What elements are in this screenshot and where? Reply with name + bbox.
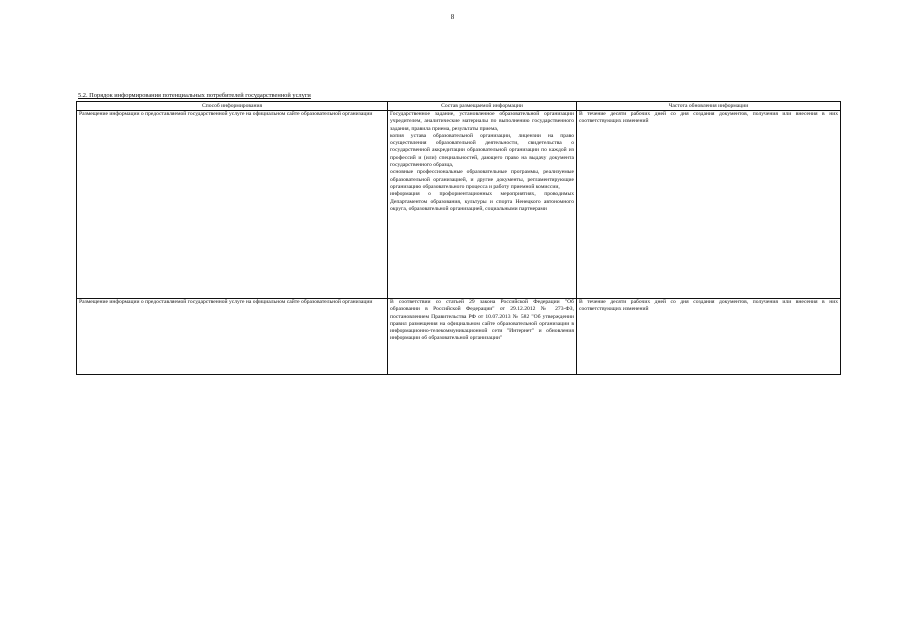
content-paragraph: основные профессиональные образовательные программы, реализуемые образовательной организацией, и другие документы, регламентирующие организацию образовательного процесса и работу приемной комиссии, xyxy=(390,169,574,190)
cell-method: Размещение информации о предоставляемой государственной услуге на официальном сайте образовательной организации xyxy=(77,299,388,375)
table-header-row xyxy=(77,102,841,111)
content-paragraph: копия устава образовательной организации, лицензии на право осуществления образовательной деятельности, свидетельства о государственной аккредитации образовательной организации по каждой из профессий и (или) специальностей, дающего право на выдачу документа государственного образца, xyxy=(390,132,574,169)
information-table xyxy=(76,101,841,375)
content-paragraph: Государственное задание, установленное образовательной организации учредителем, аналитические материалы по выполнению государственного задания, правила приема, результаты приема, xyxy=(390,111,574,132)
table-row xyxy=(77,111,841,299)
cell-content xyxy=(388,299,577,375)
cell-method: Размещение информации о предоставляемой государственной услуге на официальном сайте образовательной организации xyxy=(77,111,388,299)
page-number: 8 xyxy=(450,13,455,21)
table-row xyxy=(77,299,841,375)
header-content: Состав размещаемой информации xyxy=(388,102,577,111)
content-paragraph: информация о профориентационных мероприятиях, проводимых Департаментом образования, культуры и спорта Ненецкого автономного округа, образовательной организацией, социальными партнерами xyxy=(390,191,574,212)
cell-content xyxy=(388,111,577,299)
cell-frequency: В течение десяти рабочих дней со дня создания документов, получения или внесения в них соответствующих изменений xyxy=(577,299,841,375)
content-paragraph: В соответствии со статьей 29 закона Российской Федерации "Об образовании в Российской Федерации" от 29.12.2012 № 273-ФЗ, постановлением Правительства РФ от 10.07.2013 № 582 "Об утверждении правил размещения на официальном сайте образовательной организации в информационно-телекоммуникационной сети "Интернет" и обновления информации об образовательной организации" xyxy=(390,299,574,342)
cell-frequency: В течение десяти рабочих дней со дня создания документов, получения или внесения в них соответствующих изменений xyxy=(577,111,841,299)
header-method: Способ информирования xyxy=(77,102,388,111)
section-title: 5.2. Порядок информирования потенциальных потребителей государственной услуги xyxy=(78,92,311,99)
header-frequency: Частота обновления информации xyxy=(577,102,841,111)
